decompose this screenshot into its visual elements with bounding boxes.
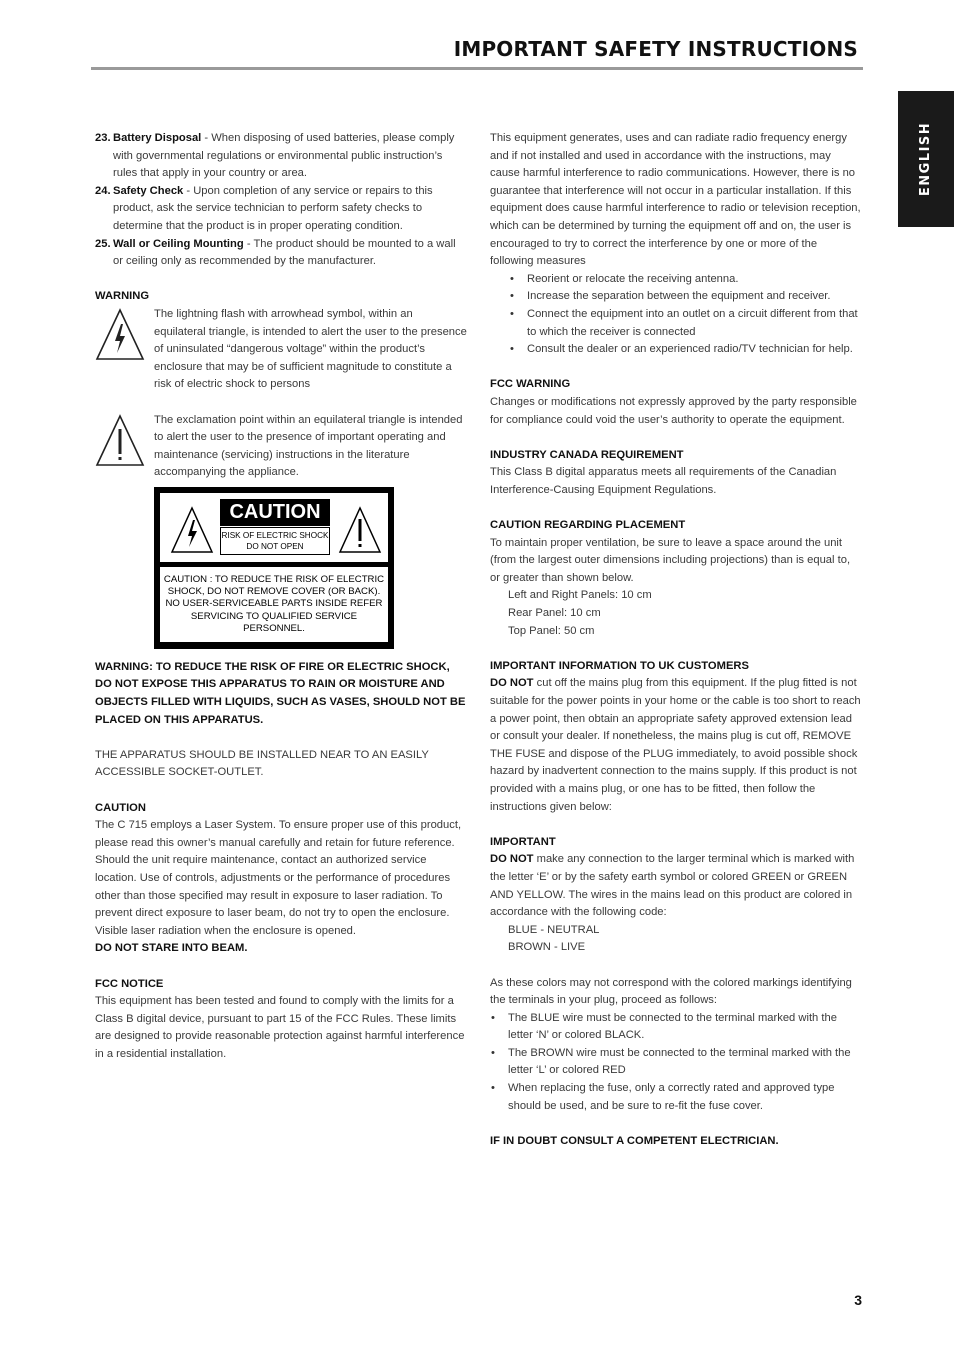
list-item (95, 183, 467, 236)
item-number: 25. (95, 237, 111, 250)
color-steps-list (490, 1010, 862, 1116)
lightning-triangle-icon (95, 308, 145, 361)
left-column (95, 130, 467, 1064)
caution-subtitle: RISK OF ELECTRIC SHOCK DO NOT OPEN (220, 527, 330, 555)
placement-item: Rear Panel: 10 cm (508, 607, 601, 620)
interference-intro: This equipment generates, uses and can radiate radio frequency energy and if not installed and used in accordance with the instructions, may cause harmful interference to radio communications. However, there is no guarantee that interference will not occur in a particular installation. If this equipment does cause harmful interference to radio or television reception, which can be determined by turning the equipment off and on, the user is encouraged to try to correct the interference by one or more of the following measures (490, 132, 861, 268)
exclamation-symbol-block (95, 412, 467, 482)
fcc-notice-text: This equipment has been tested and found to comply with the limits for a Class B digital device, pursuant to part 15 of the FCC Rules. These limits are designed to provide reasonable protection against harmful interference in a residential installation. (95, 995, 465, 1060)
uk-lead: DO NOT (490, 677, 534, 690)
uk-text: cut off the mains plug from this equipment. If the plug fitted is not suitable for the power points in your home or the cable is too short to reach a power point, then obtain an appropriate safety approved extension lead or consult your dealer. If nonetheless, the mains plug is cut off, REMOVE THE FUSE and dispose of the PLUG immediately, to avoid possible shock hazard by inadvertent connection to the mains supply. If this product is not provided with a mains plug, or one has to be fitted, then follow the instructions given below: (490, 677, 861, 813)
language-tab (898, 91, 954, 227)
important-heading: IMPORTANT (490, 835, 556, 848)
fcc-warning-text: Changes or modifications not expressly approved by the party responsible for compliance could void the user’s authority to operate the equipment. (490, 395, 857, 426)
list-item (95, 236, 467, 271)
exclamation-triangle-icon (95, 414, 145, 467)
list-item: • The BLUE wire must be connected to the terminal marked with the letter ‘N’ or colored BLACK. (490, 1010, 862, 1045)
warning-heading: WARNING (95, 290, 150, 303)
colors-text: As these colors may not correspond with the colored markings identifying the terminals in your plug, proceed as follows: (490, 976, 852, 1007)
list-item: • Connect the equipment into an outlet on a circuit different from that to which the receiver is connected (490, 306, 862, 341)
page-title: IMPORTANT SAFETY INSTRUCTIONS (453, 37, 858, 61)
page-number: 3 (854, 1292, 862, 1308)
important-text: make any connection to the larger terminal which is marked with the letter ‘E’ or by the safety earth symbol or colored GREEN or GREEN AND YELLOW. The wires in the mains lead on this product are colored in accordance with the following code: (490, 853, 855, 919)
item-text: - When disposing of used batteries, please comply with governmental regulations or environmental public instruction’s rules that apply in your country or area. (113, 132, 455, 180)
doubt-text: IF IN DOUBT CONSULT A COMPETENT ELECTRICIAN. (490, 1134, 779, 1147)
uk-text-block (490, 675, 862, 816)
caution-word: CAUTION (220, 499, 330, 526)
item-title: Safety Check (113, 184, 184, 197)
right-column (490, 130, 862, 1150)
lightning-symbol-block (95, 306, 467, 394)
caution-text: The C 715 employs a Laser System. To ensure proper use of this product, please read this owner’s manual carefully and retain for future reference. Should the unit require maintenance, contact an authorized service location. Use of controls, adjustments or the performance of procedures other than those specified may result in exposure to laser radiation. To prevent direct exposure to laser beam, do not try to open the enclosure. Visible laser radiation when the enclosure is opened. (95, 819, 462, 937)
important-text-block (490, 851, 862, 921)
list-item: • The BROWN wire must be connected to the terminal marked with the letter ‘L’ or colored RED (490, 1045, 862, 1080)
item-title: Battery Disposal (113, 132, 202, 144)
canada-heading: INDUSTRY CANADA REQUIREMENT (490, 448, 684, 461)
important-lead: DO NOT (490, 853, 534, 866)
item-number: 23. (95, 132, 111, 144)
list-item (95, 130, 467, 183)
placement-heading: CAUTION REGARDING PLACEMENT (490, 519, 686, 532)
lightning-triangle-icon (170, 506, 214, 554)
wire-code: BROWN - LIVE (508, 941, 586, 954)
caution-body: CAUTION : TO REDUCE THE RISK OF ELECTRIC SHOCK, DO NOT REMOVE COVER (OR BACK). NO USER-SERVICEABLE PARTS INSIDE REFER SERVICING TO QUALIFIED SERVICE PERSONNEL. (160, 567, 388, 642)
wire-code: BLUE - NEUTRAL (508, 923, 600, 936)
lightning-text: The lightning flash with arrowhead symbol, within an equilateral triangle, is intended to alert the user to the presence of uninsulated “dangerous voltage” within the product’s enclosure that may be of sufficient magnitude to constitute a risk of electric shock to persons (154, 307, 467, 391)
item-text: - The product should be mounted to a wall or ceiling only as recommended by the manufacturer. (113, 237, 456, 268)
fire-warning: WARNING: TO REDUCE THE RISK OF FIRE OR ELECTRIC SHOCK, DO NOT EXPOSE THIS APPARATUS TO RAIN OR MOISTURE AND OBJECTS FILLED WITH LIQUIDS, SUCH AS VASES, SHOULD NOT BE PLACED ON THIS APPARATUS. (95, 660, 466, 726)
language-tab-label: ENGLISH (918, 121, 934, 197)
list-item: • When replacing the fuse, only a correctly rated and approved type should be used, and be sure to re-fit the fuse cover. (490, 1080, 862, 1115)
list-item: • Consult the dealer or an experienced radio/TV technician for help. (490, 341, 862, 359)
exclamation-triangle-icon (338, 506, 382, 554)
placement-item: Left and Right Panels: 10 cm (508, 589, 652, 602)
caution-heading: CAUTION (95, 801, 146, 814)
canada-text: This Class B digital apparatus meets all requirements of the Canadian Interference-Causing Equipment Regulations. (490, 466, 837, 496)
fcc-warning-heading: FCC WARNING (490, 378, 571, 391)
placement-text: To maintain proper ventilation, be sure to leave a space around the unit (from the largest outer dimensions including projections) than is equal to, or greater than shown below. (490, 536, 851, 584)
socket-text: THE APPARATUS SHOULD BE INSTALLED NEAR TO AN EASILY ACCESSIBLE SOCKET-OUTLET. (95, 748, 429, 779)
caution-label (154, 487, 394, 649)
item-title: Wall or Ceiling Mounting (113, 237, 244, 250)
item-text: - Upon completion of any service or repairs to this product, ask the service technician to perform safety checks to determine that the product is in proper operating condition. (113, 184, 433, 232)
fcc-notice-heading: FCC NOTICE (95, 977, 164, 990)
placement-item: Top Panel: 50 cm (508, 624, 595, 637)
beam-warning: DO NOT STARE INTO BEAM. (95, 942, 248, 955)
uk-heading: IMPORTANT INFORMATION TO UK CUSTOMERS (490, 659, 749, 672)
list-item: • Increase the separation between the equipment and receiver. (490, 288, 862, 306)
header-divider (91, 67, 863, 70)
exclamation-text: The exclamation point within an equilateral triangle is intended to alert the user to the presence of important operating and maintenance (servicing) instructions in the literature accompanying the appliance. (154, 413, 463, 479)
item-number: 24. (95, 184, 111, 197)
list-item: • Reorient or relocate the receiving antenna. (490, 271, 862, 289)
measures-list (490, 271, 862, 359)
